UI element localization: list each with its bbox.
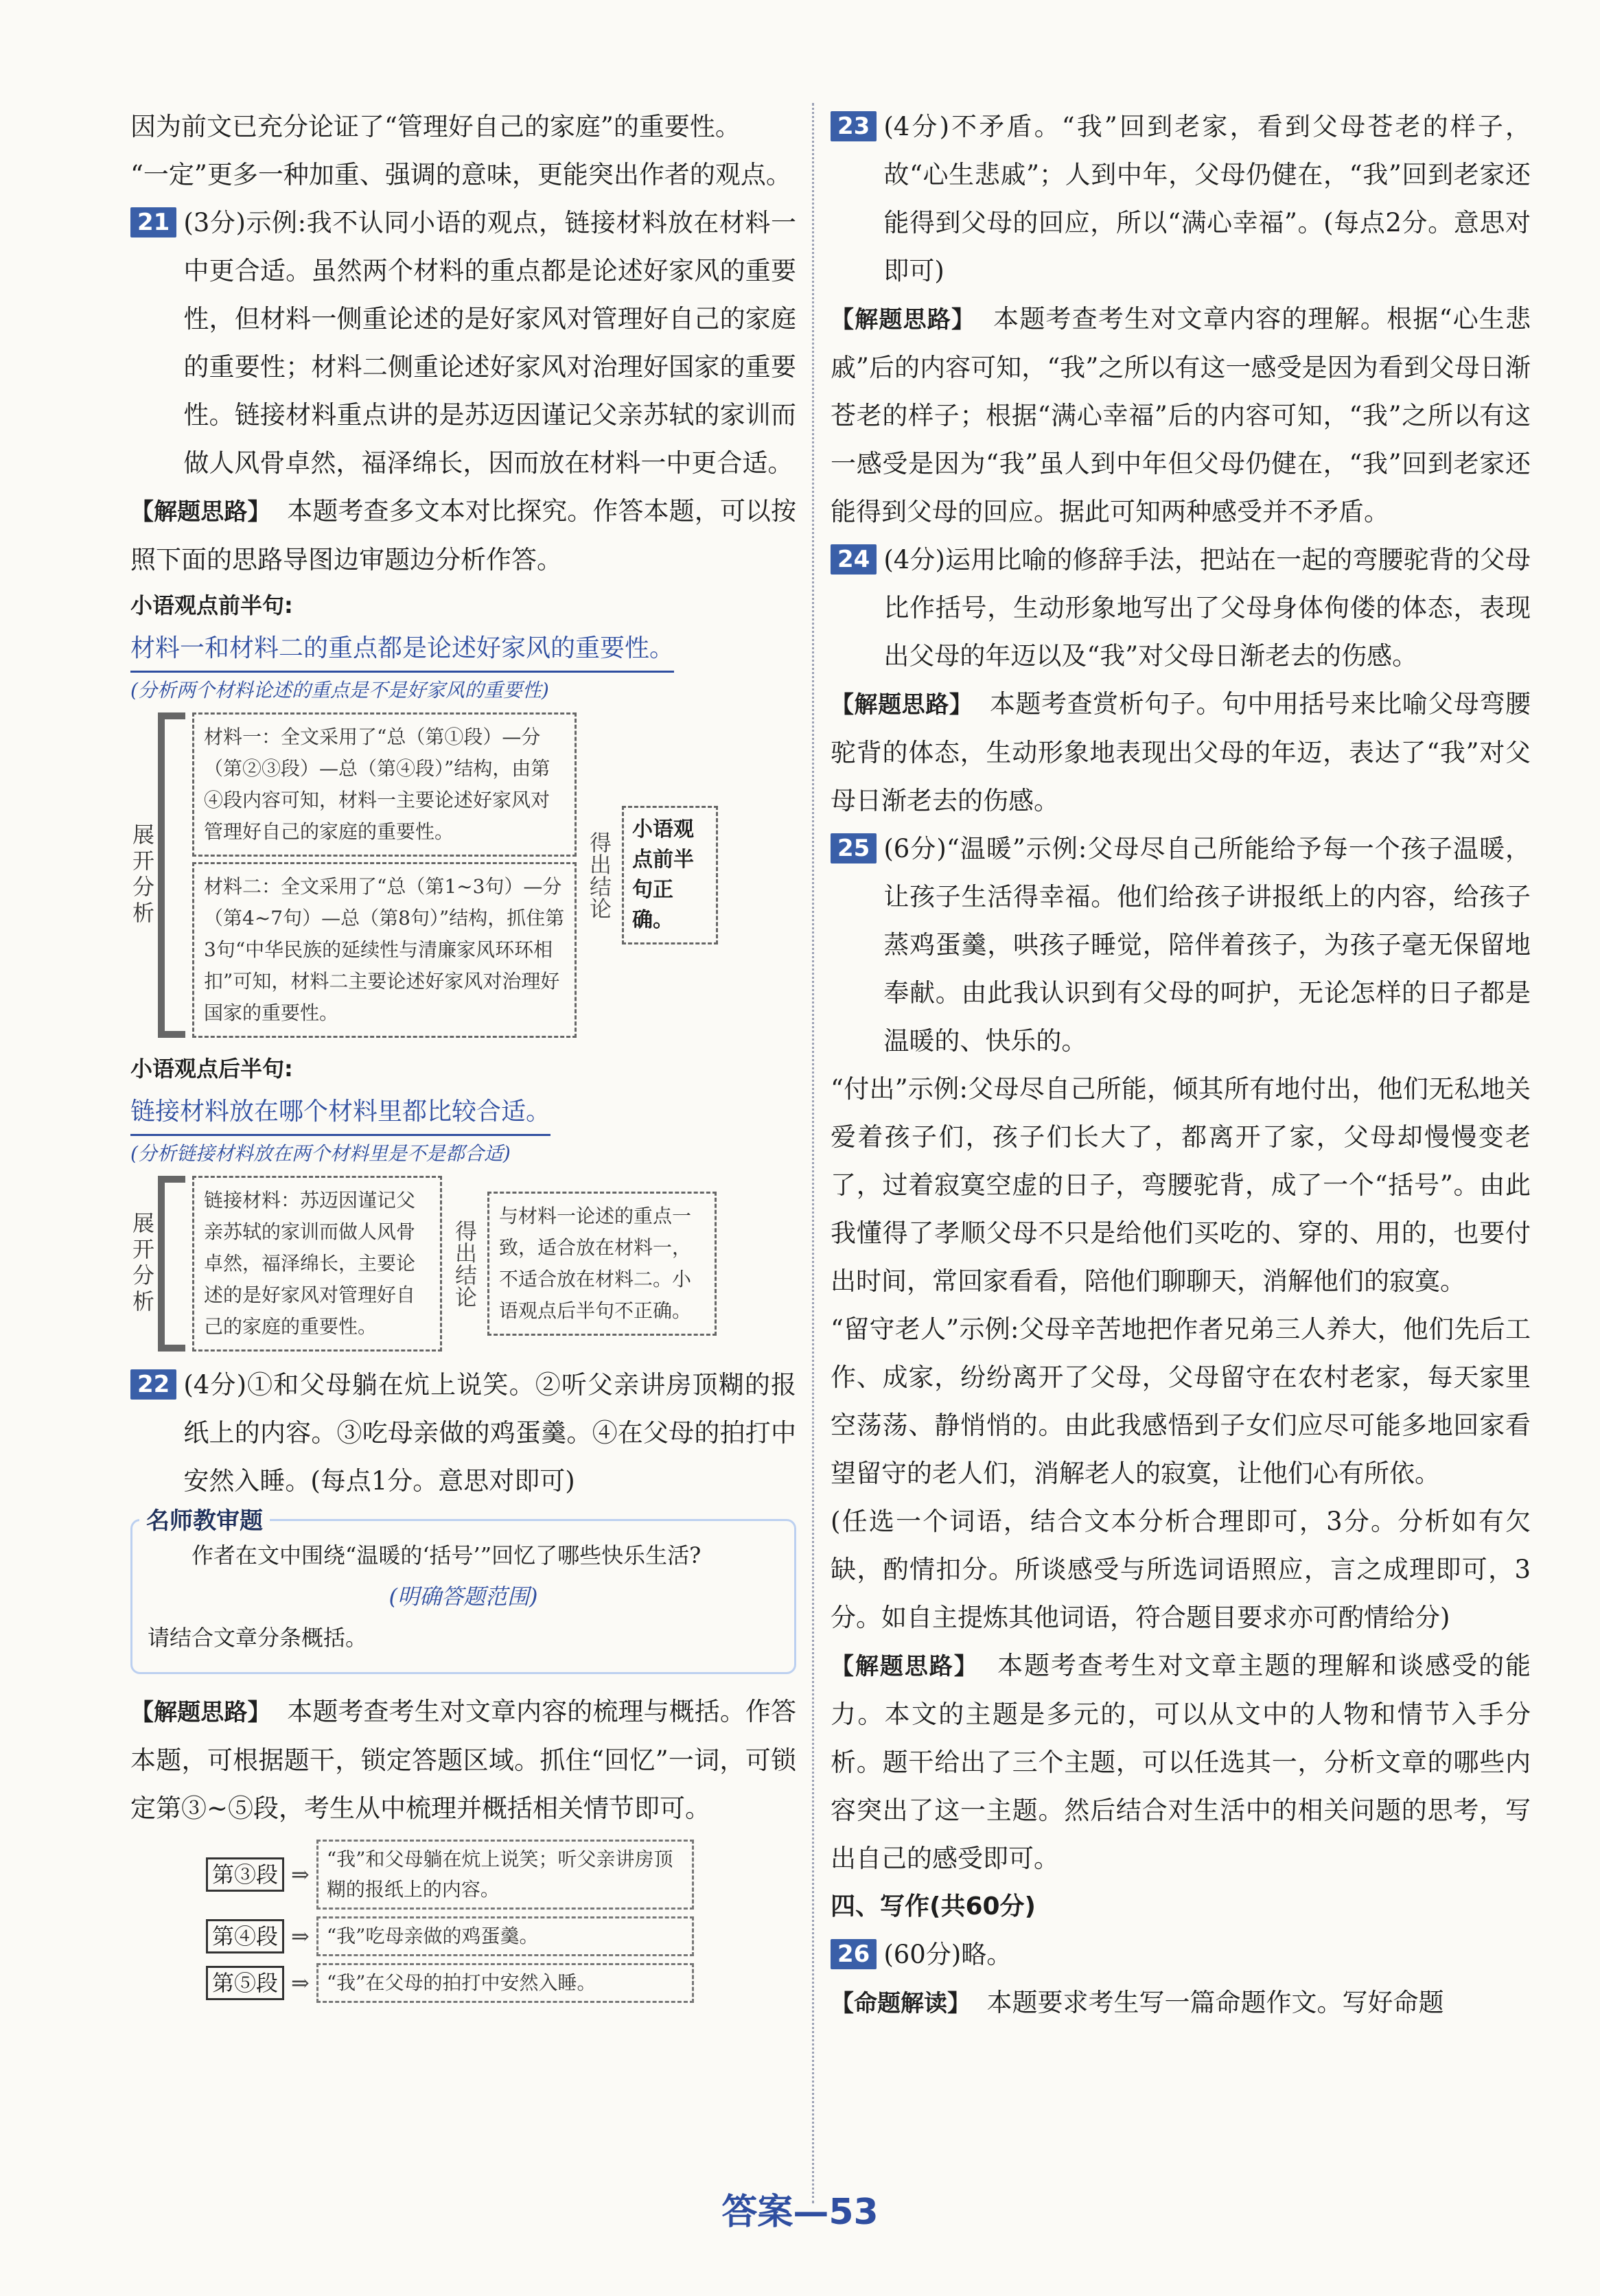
flow-text: “我”在父母的拍打中安然入睡。 — [316, 1963, 694, 2003]
teacher-requirement: 请结合文章分条概括。 — [148, 1625, 368, 1651]
derive-label: 得出结论 — [586, 831, 612, 919]
flow-text: “我”吃母亲做的鸡蛋羹。 — [316, 1916, 694, 1956]
answer-text: (4分)①和父母躺在炕上说笑。②听父亲讲房顶糊的报纸上的内容。③吃母亲做的鸡蛋羹。④在父母的拍打中安然入睡。(每点1分。意思对即可) — [183, 1370, 796, 1496]
flow-row — [206, 1916, 796, 1956]
right-column — [831, 103, 1531, 2028]
question-number: 25 — [831, 833, 877, 863]
answer-paragraph-3: “留守老人”示例:父母辛苦地把作者兄弟三人养大，他们先后工作、成家，纷纷离开了父母，父母留守在农村老家，每天家里空荡荡、静悄悄的。由此我感悟到子女们应尽可能多地回家看望留守的老人们，消解老人的寂寞，让他们心有所依。 — [831, 1314, 1531, 1488]
mindmap-1 — [130, 712, 796, 1038]
analysis-tag: 【解题思路】 — [831, 1653, 979, 1680]
flow-label: 第⑤段 — [206, 1966, 284, 2000]
question-number: 23 — [831, 111, 877, 141]
expand-label: 展开分析 — [129, 1211, 155, 1316]
first-half-note: (分析两个材料论述的重点是不是好家风的重要性) — [130, 679, 549, 701]
question-22 — [130, 1361, 796, 1505]
first-half-label: 小语观点前半句: — [130, 592, 293, 618]
second-half-label: 小语观点后半句: — [130, 1056, 293, 1082]
intro-line-1: 因为前文已充分论证了“管理好自己的家庭”的重要性。 — [130, 112, 741, 141]
flow-label: 第④段 — [206, 1919, 284, 1953]
analysis-paragraph — [831, 680, 1531, 825]
page-footer: 答案—53 — [721, 2192, 879, 2233]
analysis-text: 本题考查考生对文章主题的理解和谈感受的能力。本文的主题是多元的，可以从文中的人物和情节入手分析。题干给出了三个主题，可以任选其一，分析文章的哪些内容突出了这一主题。然后结合对生活中的相关问题的思考，写出自己的感受即可。 — [831, 1651, 1531, 1873]
answer-text: (4分)运用比喻的修辞手法，把站在一起的弯腰驼背的父母比作括号，生动形象地写出了父母身体佝偻的体态，表现出父母的年迈以及“我”对父母日渐老去的伤感。 — [883, 545, 1531, 671]
analysis-text: 本题考查考生对文章内容的理解。根据“心生悲戚”后的内容可知，“我”之所以有这一感受是因为看到父母日渐苍老的样子；根据“满心幸福”后的内容可知，“我”之所以有这一感受是因为“我”虽人到中年但父母仍健在，“我”回到老家还能得到父母的回应。据此可知两种感受并不矛盾。 — [831, 304, 1531, 526]
second-half-quote: 链接材料放在哪个材料里都比较合适。 — [130, 1090, 550, 1136]
question-23 — [831, 103, 1531, 295]
brace — [158, 712, 185, 1038]
question-number: 26 — [831, 1939, 877, 1969]
second-half-note: (分析链接材料放在两个材料里是不是都合适) — [130, 1142, 511, 1165]
teacher-tip-title: 名师教审题 — [139, 1502, 270, 1535]
conclusion-2: 与材料一论述的重点一致，适合放在材料一，不适合放在材料二。小语观点后半句不正确。 — [487, 1192, 717, 1336]
derive-label: 得出结论 — [452, 1220, 478, 1308]
teacher-hint: (明确答题范围) — [389, 1584, 538, 1610]
question-25 — [831, 825, 1531, 1065]
analysis-tag: 【解题思路】 — [831, 306, 976, 334]
flow-label: 第③段 — [206, 1857, 284, 1892]
answer-text: (3分)示例:我不认同小语的观点，链接材料放在材料一中更合适。虽然两个材料的重点都是论述好家风的重要性，但材料一侧重论述的是好家风对管理好自己的家庭的重要性；材料二侧重论述好家风对治理好国家的重要性。链接材料重点讲的是苏迈因谨记父亲苏轼的家训而做人风骨卓然，福泽绵长，因而放在材料一中更合适。 — [183, 208, 796, 478]
question-number: 22 — [130, 1369, 176, 1400]
expand-label: 展开分析 — [129, 823, 155, 927]
analysis-paragraph — [130, 487, 796, 584]
analysis-paragraph — [831, 295, 1531, 536]
conclusion-1: 小语观点前半句正确。 — [622, 806, 718, 944]
scoring-note: (任选一个词语，结合文本分析合理即可，3分。分析如有欠缺，酌情扣分。所谈感受与所选词语照应，言之成理即可，3分。如自主提炼其他词语，符合题目要求亦可酌情给分) — [831, 1507, 1531, 1632]
question-24 — [831, 536, 1531, 680]
analysis-text: 本题考查多文本对比探究。作答本题，可以按照下面的思路导图边审题边分析作答。 — [130, 496, 797, 575]
analysis-paragraph — [831, 1979, 1531, 2028]
paragraph-flow — [206, 1840, 796, 2003]
section-heading: 四、写作(共60分) — [831, 1892, 1036, 1921]
answer-text: (60分)略。 — [883, 1940, 1012, 1969]
material-2-box: 材料二：全文采用了“总（第1~3句）—分（第4~7句）—总（第8句）”结构，抓住第3句“中华民族的延续性与清廉家风环环相扣”可知，材料二主要论述好家风对治理好国家的重要性。 — [192, 862, 577, 1038]
analysis-text: 本题考查考生对文章内容的梳理与概括。作答本题，可根据题干，锁定答题区域。抓住“回忆”一词，可锁定第③~⑤段，考生从中梳理并概括相关情节即可。 — [130, 1697, 797, 1823]
analysis-paragraph — [831, 1642, 1531, 1883]
flow-text: “我”和父母躺在炕上说笑；听父亲讲房顶糊的报纸上的内容。 — [316, 1840, 694, 1910]
question-26 — [831, 1931, 1531, 1979]
analysis-text: 本题要求考生写一篇命题作文。写好命题 — [986, 1988, 1444, 2017]
flow-row — [206, 1963, 796, 2003]
analysis-tag: 【解题思路】 — [831, 691, 973, 719]
analysis-boxes — [192, 712, 577, 1038]
mindmap-2 — [130, 1176, 796, 1352]
analysis-tag: 【命题解读】 — [831, 1990, 971, 2017]
arrow-icon: ⇒ — [291, 1923, 310, 1949]
question-number: 21 — [130, 207, 176, 237]
teacher-tip-box — [130, 1507, 796, 1674]
question-21 — [130, 199, 796, 487]
column-divider — [812, 103, 814, 2203]
analysis-text: 本题考查赏析句子。句中用括号来比喻父母弯腰驼背的体态，生动形象地表现出父母的年迈，表达了“我”对父母日渐老去的伤感。 — [831, 689, 1531, 815]
question-number: 24 — [831, 544, 877, 575]
intro-line-2: “一定”更多一种加重、强调的意味，更能突出作者的观点。 — [130, 160, 791, 189]
flow-row — [206, 1840, 796, 1910]
left-column — [130, 103, 796, 2010]
brace — [158, 1176, 185, 1352]
answer-text: (6分)“温暖”示例:父母尽自己所能给予每一个孩子温暖，让孩子生活得幸福。他们给孩子讲报纸上的内容，给孩子蒸鸡蛋羹，哄孩子睡觉，陪伴着孩子，为孩子毫无保留地奉献。由此我认识到有父母的呵护，无论怎样的日子都是温暖的、快乐的。 — [883, 834, 1531, 1056]
analysis-paragraph — [130, 1688, 796, 1833]
arrow-icon: ⇒ — [291, 1862, 310, 1888]
answer-paragraph-2: “付出”示例:父母尽自己所能，倾其所有地付出，他们无私地关爱着孩子们，孩子们长大了，都离开了家，父母却慢慢变老了，过着寂寞空虚的日子，弯腰驼背，成了一个“括号”。由此我懂得了孝顺父母不只是给他们买吃的、穿的、用的，也要付出时间，常回家看看，陪他们聊聊天，消解他们的寂寞。 — [831, 1074, 1531, 1296]
first-half-quote: 材料一和材料二的重点都是论述好家风的重要性。 — [130, 627, 674, 673]
answer-text: (4分)不矛盾。“我”回到老家，看到父母苍老的样子，故“心生悲戚”；人到中年，父母仍健在，“我”回到老家还能得到父母的回应，所以“满心幸福”。(每点2分。意思对即可) — [883, 112, 1531, 286]
material-1-box: 材料一：全文采用了“总（第①段）—分（第②③段）—总（第④段）”结构，由第④段内容可知，材料一主要论述好家风对管理好自己的家庭的重要性。 — [192, 712, 577, 857]
analysis-tag: 【解题思路】 — [130, 1699, 271, 1726]
teacher-question: 作者在文中围绕“温暖的‘括号’”回忆了哪些快乐生活? — [192, 1542, 702, 1568]
arrow-icon: ⇒ — [291, 1970, 310, 1996]
link-material-box: 链接材料：苏迈因谨记父亲苏轼的家训而做人风骨卓然，福泽绵长，主要论述的是好家风对管理好自己的家庭的重要性。 — [192, 1176, 442, 1352]
analysis-tag: 【解题思路】 — [130, 498, 271, 526]
